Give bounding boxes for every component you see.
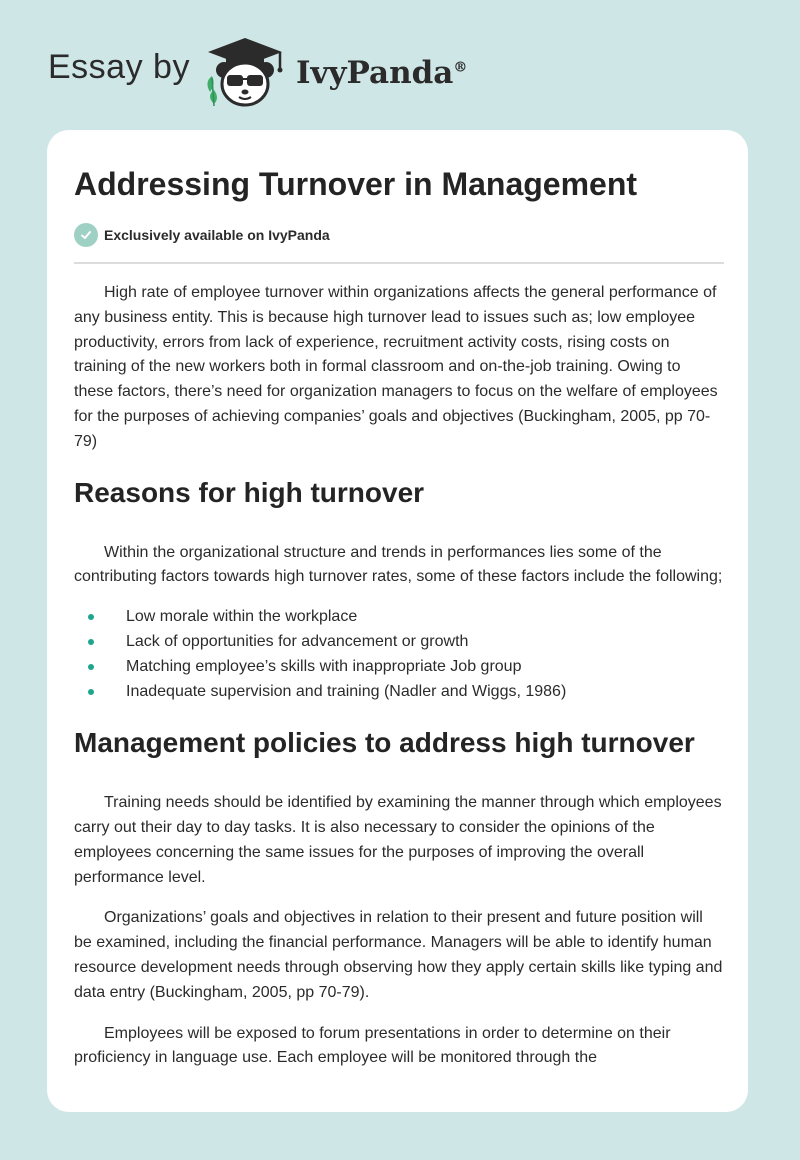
exclusive-badge	[74, 222, 724, 248]
list-item	[74, 629, 724, 654]
policies-paragraph-3: Employees will be exposed to forum presentations in order to determine on their proficiency in language use. Each employee will be monitored through the	[74, 1024, 671, 1067]
registered-mark: ®	[453, 59, 468, 76]
bullet-icon	[88, 614, 94, 620]
page-title: Addressing Turnover in Management	[74, 166, 638, 202]
essay-by-label: Essay by	[48, 48, 190, 86]
essay-content	[74, 162, 724, 1071]
list-item-text: Inadequate supervision and training (Nadler and Wiggs, 1986)	[126, 683, 567, 701]
intro-paragraph: High rate of employee turnover within organizations affects the general performance of any business entity. This is because high turnover lead to issues such as; low employee productivity, errors from lack of experience, recruitment activity costs, rising costs on training of the new workers both in formal classroom and on-the-job training. Owing to these factors, there’s need for organization managers to focus on the welfare of employees for the purposes of achieving companies’ goals and objectives (Buckingham, 2005, pp 70-79)	[74, 284, 718, 450]
policies-paragraph-2: Organizations’ goals and objectives in relation to their present and future position will be examined, including the financial performance. Managers will be able to identify human resource development needs through observing how they apply certain skills like typing and data entry (Buckingham, 2005, pp 70-79).	[74, 909, 723, 1001]
policies-paragraph-1: Training needs should be identified by examining the manner through which employees carry out their day to day tasks. It is also necessary to consider the opinions of the employees concerning the same issues for the purposes of improving the overall performance level.	[74, 794, 722, 886]
list-item	[74, 654, 724, 679]
ivypanda-brand[interactable]	[296, 55, 467, 91]
list-item	[74, 604, 724, 629]
essay-card	[47, 130, 748, 1112]
bullet-icon	[88, 639, 94, 645]
check-circle-icon	[74, 223, 98, 247]
brand-name: IvyPanda	[296, 55, 454, 91]
ivypanda-logo-icon[interactable]	[200, 30, 290, 110]
reasons-paragraph: Within the organizational structure and trends in performances lies some of the contributing factors towards high turnover rates, some of these factors include the following;	[74, 543, 723, 586]
list-item-text: Low morale within the workplace	[126, 608, 358, 626]
list-item	[74, 679, 724, 704]
list-item-text: Matching employee’s skills with inappropriate Job group	[126, 658, 522, 676]
list-item-text: Lack of opportunities for advancement or growth	[126, 633, 469, 651]
site-header	[0, 0, 800, 130]
bullet-icon	[88, 664, 94, 670]
section-heading-reasons: Reasons for high turnover	[74, 476, 425, 508]
divider	[74, 262, 724, 264]
reasons-list	[74, 604, 724, 704]
exclusive-label: Exclusively available on IvyPanda	[104, 227, 330, 243]
bullet-icon	[88, 689, 94, 695]
section-heading-policies: Management policies to address high turnover	[74, 727, 695, 759]
